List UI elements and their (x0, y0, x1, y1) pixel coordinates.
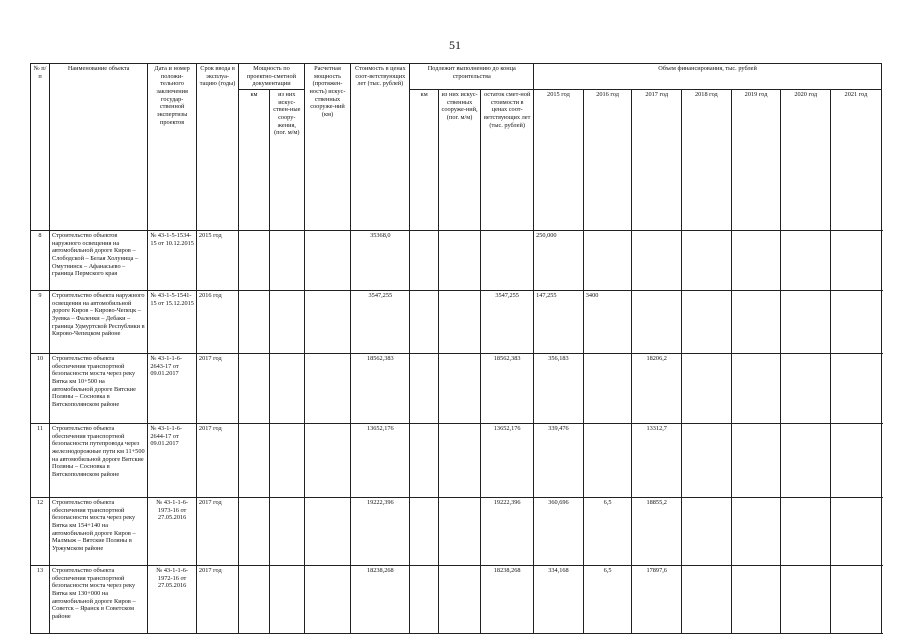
row-2017 (632, 231, 682, 291)
table-row (31, 498, 882, 566)
row-2017 (632, 291, 682, 354)
row-capacity-km (239, 291, 270, 354)
row-2021 (831, 354, 882, 424)
row-rem-cost: 18238,268 (481, 566, 534, 634)
col-header-calc-capacity: Расчетная мощность (протяжен-ность) искус-ственных сооруже-ний (км) (304, 64, 351, 231)
row-2020 (781, 291, 831, 354)
row-term: 2017 год (196, 566, 238, 634)
row-cost: 35368,0 (351, 231, 410, 291)
row-2015: 356,183 (534, 354, 584, 424)
row-2015: 147,255 (534, 291, 584, 354)
row-rem-art (438, 231, 480, 291)
row-2016: 6,5 (583, 498, 632, 566)
row-cost: 3547,255 (351, 291, 410, 354)
col-header-num: № п/п (31, 64, 50, 231)
row-cost: 19222,396 (351, 498, 410, 566)
row-term: 2017 год (196, 354, 238, 424)
row-2015: 250,000 (534, 231, 584, 291)
row-2018 (682, 291, 732, 354)
col-header-year-2021: 2021 год (831, 90, 882, 231)
row-calc-capacity (304, 566, 351, 634)
row-cost: 18562,383 (351, 354, 410, 424)
row-rem-art (438, 354, 480, 424)
row-2020 (781, 231, 831, 291)
row-name: Строительство объекта обеспечения транспортной безопасности путепровода через железнодорожные пути км 11+500 на автомобильной дороге Вятские Поляны – Сосновка в Вятскополянском районе (50, 424, 148, 498)
row-2019 (731, 291, 781, 354)
row-capacity-km (239, 231, 270, 291)
row-capacity-km (239, 354, 270, 424)
table-row (31, 291, 882, 354)
row-term: 2017 год (196, 424, 238, 498)
row-name: Строительство объектов наружного освещения на автомобильной дороге Киров – Слободской – Белая Холуница – Омутнинск – Афанасьево – граница Пермского края (50, 231, 148, 291)
col-header-name: Наименование объекта (50, 64, 148, 231)
row-date: № 43-1-1-6-1973-16 от 27.05.2016 (148, 498, 197, 566)
row-2021 (831, 566, 882, 634)
row-2017: 18855,2 (632, 498, 682, 566)
table-row (31, 231, 882, 291)
row-2019 (731, 231, 781, 291)
row-term: 2015 год (196, 231, 238, 291)
row-capacity-km (239, 566, 270, 634)
row-capacity-km (239, 424, 270, 498)
col-header-capacity-art: из них искус-ствен-ные соору-жения, (пог. м/м) (269, 90, 304, 231)
row-2021 (831, 231, 882, 291)
row-2018 (682, 566, 732, 634)
col-header-date: Дата и номер положи-тельного заключения государ-ственной экспертизы проектов (148, 64, 197, 231)
row-rem-cost: 13652,176 (481, 424, 534, 498)
row-2019 (731, 498, 781, 566)
row-capacity-art (269, 291, 304, 354)
row-2015: 334,168 (534, 566, 584, 634)
row-calc-capacity (304, 231, 351, 291)
row-capacity-art (269, 566, 304, 634)
row-num: 11 (31, 424, 50, 498)
row-cost: 18238,268 (351, 566, 410, 634)
row-2021 (831, 424, 882, 498)
row-rem-cost: 19222,396 (481, 498, 534, 566)
row-2017: 18206,2 (632, 354, 682, 424)
col-header-capacity-km: км (239, 90, 270, 231)
row-2016 (583, 231, 632, 291)
table-row (31, 354, 882, 424)
row-rem-art (438, 498, 480, 566)
col-header-funding: Объем финансирования, тыс. рублей (534, 64, 882, 90)
row-2019 (731, 566, 781, 634)
row-cost: 13652,176 (351, 424, 410, 498)
row-capacity-art (269, 424, 304, 498)
row-name: Строительство объекта обеспечения транспортной безопасности моста через реку Вятка км 130+000 на автомобильной дороге Киров – Советск – Яранск в Советском районе (50, 566, 148, 634)
row-num: 10 (31, 354, 50, 424)
col-header-rem-art: из них искус-ственных сооруже-ний, (пог. м/м) (438, 90, 480, 231)
col-header-cost: Стоимость в ценах соот-ветствующих лет (тыс. рублей) (351, 64, 410, 231)
row-rem-km (410, 291, 439, 354)
row-rem-art (438, 424, 480, 498)
row-calc-capacity (304, 498, 351, 566)
row-2019 (731, 354, 781, 424)
row-2016: 3400 (583, 291, 632, 354)
row-term: 2016 год (196, 291, 238, 354)
row-2015: 360,696 (534, 498, 584, 566)
col-header-capacity: Мощность по проектно-сметной документации (239, 64, 305, 90)
row-capacity-km (239, 498, 270, 566)
row-num: 8 (31, 231, 50, 291)
col-header-year-2020: 2020 год (781, 90, 831, 231)
table-row (31, 424, 882, 498)
row-term: 2017 год (196, 498, 238, 566)
row-rem-cost: 18562,383 (481, 354, 534, 424)
col-header-year-2016: 2016 год (583, 90, 632, 231)
row-date: № 43-1-1-6-1972-16 от 27.05.2016 (148, 566, 197, 634)
row-num: 12 (31, 498, 50, 566)
row-2018 (682, 354, 732, 424)
row-name: Строительство объекта обеспечения транспортной безопасности моста через реку Вятка км 154+140 на автомобильной дороге Киров – Малмыж – Вятские Поляны в Уржумском районе (50, 498, 148, 566)
row-date: № 43-1-5-1541-15 от 15.12.2015 (148, 291, 197, 354)
row-2020 (781, 354, 831, 424)
row-2020 (781, 498, 831, 566)
col-header-rem-km: км (410, 90, 439, 231)
col-header-year-2019: 2019 год (731, 90, 781, 231)
row-rem-cost (481, 231, 534, 291)
row-2019 (731, 424, 781, 498)
row-capacity-art (269, 498, 304, 566)
row-2015: 339,476 (534, 424, 584, 498)
row-rem-km (410, 231, 439, 291)
row-2016: 6,5 (583, 566, 632, 634)
row-calc-capacity (304, 354, 351, 424)
row-date: № 43-1-5-1534-15 от 10.12.2015 (148, 231, 197, 291)
row-rem-art (438, 291, 480, 354)
row-capacity-art (269, 231, 304, 291)
row-2020 (781, 566, 831, 634)
row-2016 (583, 424, 632, 498)
col-header-term: Срок ввода в эксплуа-тацию (годы) (196, 64, 238, 231)
row-rem-km (410, 424, 439, 498)
col-header-year-2015: 2015 год (534, 90, 584, 231)
row-rem-art (438, 566, 480, 634)
row-2018 (682, 498, 732, 566)
row-2018 (682, 424, 732, 498)
row-rem-cost: 3547,255 (481, 291, 534, 354)
row-2021 (831, 291, 882, 354)
investment-table (30, 63, 882, 634)
row-num: 9 (31, 291, 50, 354)
col-header-rem-cost: остаток смет-ной стоимости в ценах соот-ветствующих лет (тыс. рублей) (481, 90, 534, 231)
col-header-year-2018: 2018 год (682, 90, 732, 231)
row-num: 13 (31, 566, 50, 634)
row-rem-km (410, 354, 439, 424)
row-calc-capacity (304, 424, 351, 498)
row-2016 (583, 354, 632, 424)
page-number: 51 (449, 38, 461, 52)
row-2017: 17897,6 (632, 566, 682, 634)
col-header-year-2017: 2017 год (632, 90, 682, 231)
row-2018 (682, 231, 732, 291)
row-capacity-art (269, 354, 304, 424)
row-date: № 43-1-1-6-2644-17 от 09.01.2017 (148, 424, 197, 498)
row-name: Строительство объекта наружного освещения на автомобильной дороге Киров – Кирово-Чепецк – Зуевка – Фаленки – Дебаки – граница Удмуртской Республики в Кирово-Чепецком районе (50, 291, 148, 354)
row-calc-capacity (304, 291, 351, 354)
row-2021 (831, 498, 882, 566)
table-row (31, 566, 882, 634)
row-rem-km (410, 566, 439, 634)
row-2017: 13312,7 (632, 424, 682, 498)
row-date: № 43-1-1-6-2643-17 от 09.01.2017 (148, 354, 197, 424)
row-rem-km (410, 498, 439, 566)
row-name: Строительство объекта обеспечения транспортной безопасности моста через реку Вятка км 10+500 на автомобильной дороге Вятские Поляны – Сосновка в Вятскополянском районе (50, 354, 148, 424)
col-header-remaining: Подлежит выполнению до конца строительства (410, 64, 534, 90)
row-2020 (781, 424, 831, 498)
